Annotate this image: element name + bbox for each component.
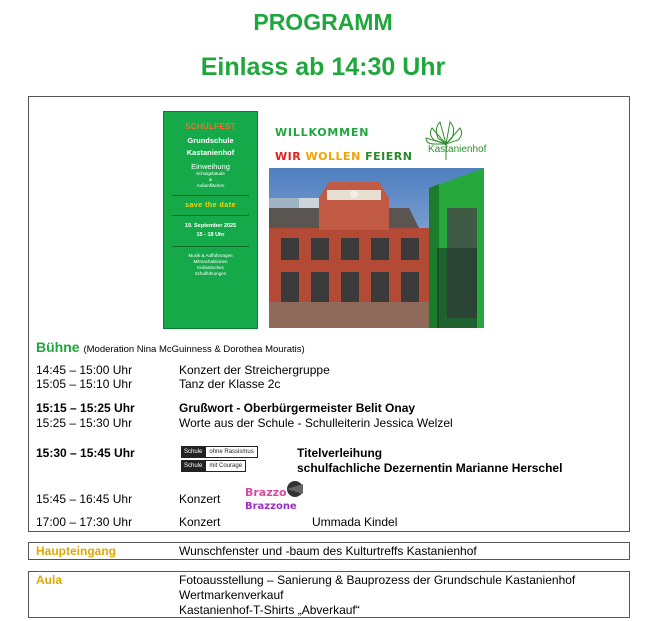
schedule-time: 15:15 – 15:25 Uhr	[36, 401, 135, 415]
flyer-school-line2: Kastanienhof	[186, 148, 235, 157]
flyer-list-item: Mitmachaktionen	[193, 259, 228, 264]
page-title: PROGRAMM	[253, 9, 393, 35]
aula-item: Wertmarkenverkauf	[179, 588, 284, 602]
flyer-school	[164, 135, 257, 159]
flyer-heading: SCHULFEST	[185, 122, 236, 131]
schedule-time: 15:25 – 15:30 Uhr	[36, 416, 133, 430]
schedule-text: Konzert	[179, 492, 221, 506]
flyer-list-item: Musik & Aufführungen	[188, 253, 233, 258]
schedule-text: Tanz der Klasse 2c	[179, 377, 281, 391]
flyer-time-text: 15 - 18 Uhr	[196, 232, 225, 238]
schedule-text: Konzert	[179, 515, 221, 529]
brazzo-line1: Brazzo	[245, 486, 287, 499]
kastanienhof-logo	[418, 120, 498, 168]
stage-moderation: (Moderation Nina McGuinness & Dorothea Mouratis)	[83, 344, 305, 355]
schedule-time: 17:00 – 17:30 Uhr	[36, 515, 133, 529]
brazzo-brazzone-logo	[243, 480, 307, 514]
schedule-text: Grußwort - Oberbürgermeister Belit Onay	[179, 401, 416, 415]
aula-item: Kastanienhof-T-Shirts „Abverkauf“	[179, 603, 360, 617]
flyer-school-line1: Grundschule	[187, 136, 234, 145]
schule-ohne-rassismus-badge	[181, 446, 267, 472]
badge-schule: Schule	[181, 446, 205, 458]
flyer-einweihung: Einweihung	[191, 162, 230, 171]
schedule-time: 15:30 – 15:45 Uhr	[36, 446, 135, 460]
flyer-divider	[172, 195, 249, 196]
flyer-divider	[172, 246, 249, 247]
flyer-detail3: Außenflächen	[196, 183, 225, 188]
feiern-word-2: WOLLEN	[305, 150, 361, 163]
flyer-list-item: Schulführungen	[194, 271, 227, 276]
feiern-word-1: WIR	[275, 150, 302, 163]
flyer-save-the-date: save the date	[185, 202, 236, 209]
schedule-text-2: Ummada Kindel	[312, 515, 398, 529]
badge-ohne-rassismus: ohne Rassismus	[205, 446, 257, 458]
flyer-date	[164, 222, 257, 240]
schedule-text: Worte aus der Schule - Schulleiterin Jessica Welzel	[179, 416, 453, 430]
school-building-photo	[269, 168, 484, 328]
haupteingang-label: Haupteingang	[36, 544, 116, 558]
logo-text: Kastanienhof	[428, 144, 487, 155]
stage-label: Bühne	[36, 339, 80, 355]
flyer-divider	[172, 215, 249, 216]
flyer-list-item: Kulinarisches	[197, 265, 224, 270]
haupteingang-text: Wunschfenster und -baum des Kulturtreffs Kastanienhof	[179, 544, 477, 558]
feiern-word-3: FEIERN	[365, 150, 413, 163]
page-subtitle: Einlass ab 14:30 Uhr	[200, 53, 446, 81]
feiern-text	[275, 150, 412, 163]
flyer-detail2: &	[208, 177, 212, 182]
brazzo-line2: Brazzone	[245, 501, 297, 512]
schedule-time: 15:45 – 16:45 Uhr	[36, 492, 133, 506]
flyer-date-text: 19. September 2025	[184, 223, 237, 229]
aula-label: Aula	[36, 573, 63, 587]
welcome-text: WILLKOMMEN	[275, 126, 370, 139]
badge-schule: Schule	[181, 460, 205, 472]
schedule-time: 14:45 – 15:00 Uhr	[36, 363, 133, 377]
flyer-detail1: Schulgebäude	[196, 171, 225, 176]
badge-mit-courage: mit Courage	[205, 460, 246, 472]
schedule-text: Konzert der Streichergruppe	[179, 363, 330, 377]
schedule-text-2: schulfachliche Dezernentin Marianne Herschel	[297, 461, 563, 475]
flyer-list	[164, 253, 257, 277]
schedule-time: 15:05 – 15:10 Uhr	[36, 377, 133, 391]
schulfest-flyer	[163, 111, 258, 329]
aula-item: Fotoausstellung – Sanierung & Bauprozess der Grundschule Kastanienhof	[179, 573, 576, 587]
stage-heading	[36, 339, 305, 355]
schedule-text: Titelverleihung	[297, 446, 383, 460]
